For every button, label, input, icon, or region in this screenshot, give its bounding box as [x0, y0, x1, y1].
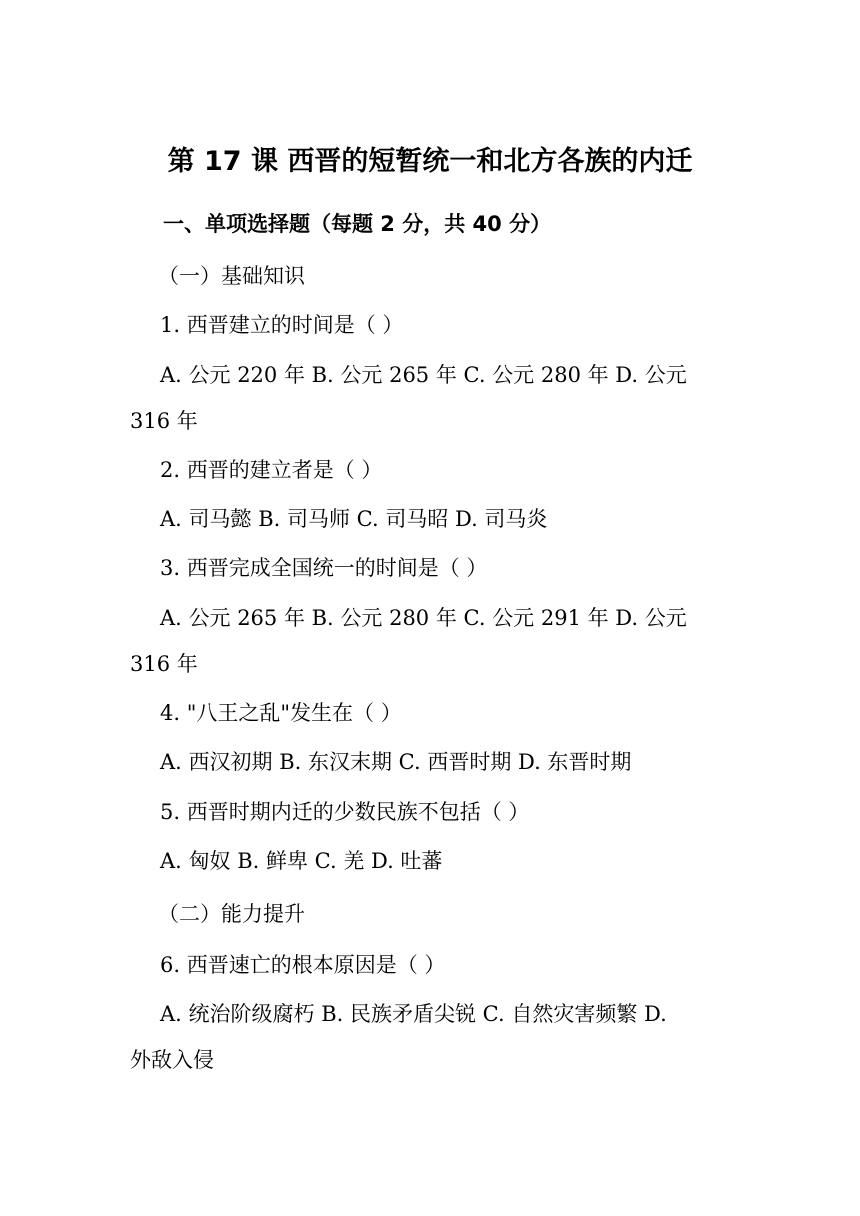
question-1-options: A. 公元 220 年 B. 公元 265 年 C. 公元 280 年 D. 公元 [160, 363, 687, 387]
question-5-stem: 5. 西晋时期内迁的少数民族不包括（ ） [160, 800, 530, 824]
question-3-options-continued: 316 年 [130, 652, 198, 676]
question-2-stem: 2. 西晋的建立者是（ ） [160, 458, 383, 482]
document-title: 第 17 课 西晋的短暂统一和北方各族的内迁 [167, 146, 693, 177]
question-3-options: A. 公元 265 年 B. 公元 280 年 C. 公元 291 年 D. 公元 [160, 606, 687, 630]
question-4-options: A. 西汉初期 B. 东汉末期 C. 西晋时期 D. 东晋时期 [160, 750, 632, 774]
question-1-stem: 1. 西晋建立的时间是（ ） [160, 313, 404, 337]
question-6-options-continued: 外敌入侵 [130, 1048, 214, 1072]
question-1-options-continued: 316 年 [130, 409, 198, 433]
question-5-options: A. 匈奴 B. 鲜卑 C. 羌 D. 吐蕃 [160, 849, 443, 873]
question-4-stem: 4. "八王之乱"发生在（ ） [160, 701, 402, 725]
question-2-options: A. 司马懿 B. 司马师 C. 司马昭 D. 司马炎 [160, 507, 548, 531]
question-6-stem: 6. 西晋速亡的根本原因是（ ） [160, 953, 446, 977]
question-3-stem: 3. 西晋完成全国统一的时间是（ ） [160, 556, 488, 580]
section-heading: 一、单项选择题（每题 2 分，共 40 分） [163, 212, 552, 236]
part-heading-ability-improvement: （二）能力提升 [158, 902, 305, 926]
part-heading-basic-knowledge: （一）基础知识 [158, 264, 305, 288]
question-6-options: A. 统治阶级腐朽 B. 民族矛盾尖锐 C. 自然灾害频繁 D. [160, 1002, 667, 1026]
